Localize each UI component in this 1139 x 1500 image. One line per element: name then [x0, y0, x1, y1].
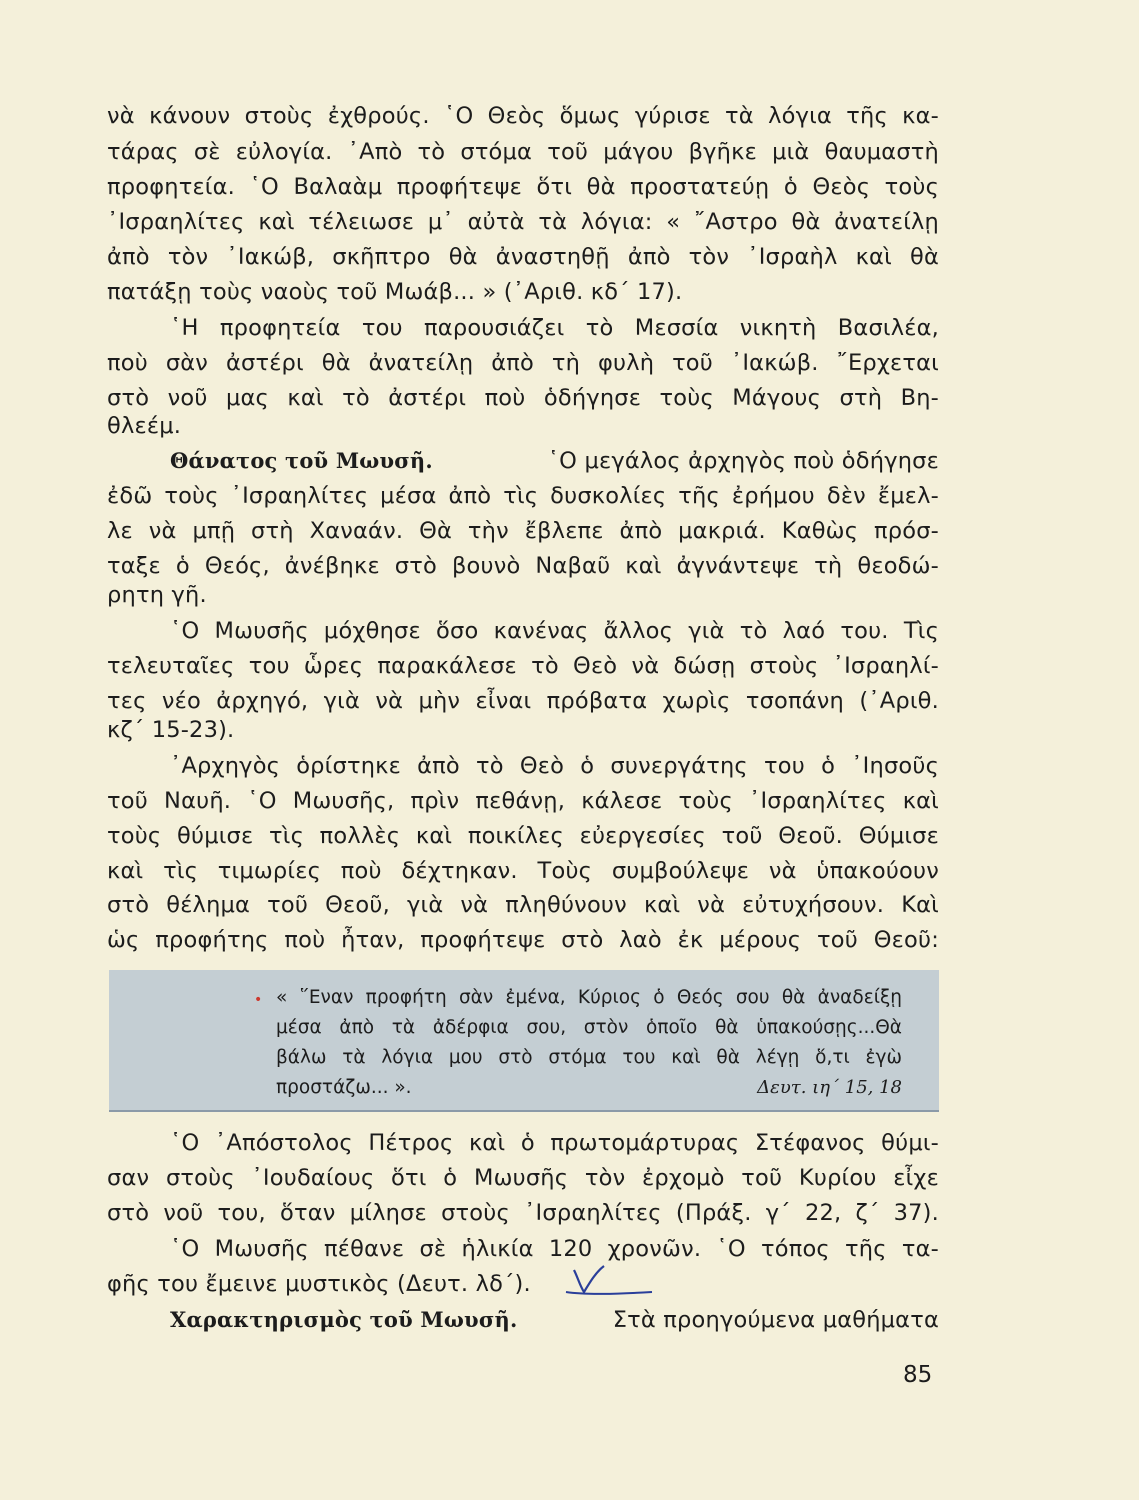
text-line: ᾿Ισραηλίτες καὶ τέλειωσε μ᾿ αὐτὰ τὰ λόγια: « ῎Αστρο θὰ ἀνατείλῃ	[107, 209, 939, 235]
text-line: ποὺ σὰν ἀστέρι θὰ ἀνατείλῃ ἀπὸ τὴ φυλὴ τοῦ ᾿Ιακώβ. ῎Ερχεται	[107, 350, 939, 376]
pen-checkmark-icon	[556, 1262, 656, 1302]
quote-line: βάλω τὰ λόγια μου στὸ στόμα του καὶ θὰ λέγῃ ὅ,τι ἐγὼ	[276, 1047, 902, 1068]
text-line: ῾Ο Μωυσῆς πέθανε σὲ ἡλικία 120 χρονῶν. ῾Ο τόπος τῆς τα-	[170, 1236, 939, 1262]
quote-line	[276, 1075, 902, 1101]
text-line: κζ΄ 15-23).	[107, 717, 235, 743]
text-line: θλεέμ.	[107, 413, 182, 439]
text-line	[170, 1305, 939, 1335]
text-line: φῆς του ἔμεινε μυστικὸς (Δευτ. λδ΄).	[107, 1271, 531, 1297]
text-line: νὰ κάνουν στοὺς ἐχθρούς. ῾Ο Θεὸς ὅμως γύρισε τὰ λόγια τῆς κα-	[107, 103, 939, 129]
bullet-icon: •	[254, 992, 263, 1008]
quote-text: προστάζω... ».	[276, 1077, 412, 1098]
text-line: προφητεία. ῾Ο Βαλαὰμ προφήτεψε ὅτι θὰ προστατεύῃ ὁ Θεὸς τοὺς	[107, 174, 939, 200]
section-heading: Θάνατος τοῦ Μωυσῆ.	[170, 448, 433, 473]
text-line: ῾Η προφητεία του παρουσιάζει τὸ Μεσσία νικητὴ Βασιλέα,	[170, 315, 939, 341]
text-line: τελευταῖες του ὧρες παρακάλεσε τὸ Θεὸ νὰ δώσῃ στοὺς ᾿Ισραηλί-	[107, 653, 939, 679]
quote-line: « ῞Εναν προφήτη σὰν ἐμένα, Κύριος ὁ Θεός σου θὰ ἀναδείξῃ	[276, 987, 902, 1008]
section-heading: Χαρακτηρισμὸς τοῦ Μωυσῆ.	[170, 1307, 518, 1332]
text-line: στὸ νοῦ μας καὶ τὸ ἀστέρι ποὺ ὁδήγησε τοὺς Μάγους στὴ Βη-	[107, 385, 939, 411]
text-line: στὸ νοῦ του, ὅταν μίλησε στοὺς ᾿Ισραηλίτες (Πράξ. γ΄ 22, ζ΄ 37).	[107, 1200, 939, 1226]
text-line: ᾿Αρχηγὸς ὁρίστηκε ἀπὸ τὸ Θεὸ ὁ συνεργάτης του ὁ ᾿Ιησοῦς	[170, 753, 939, 779]
text-line: στὸ θέλημα τοῦ Θεοῦ, γιὰ νὰ πληθύνουν καὶ νὰ εὐτυχήσουν. Καὶ	[107, 892, 939, 918]
text-span: ῾Ο μεγάλος ἀρχηγὸς ποὺ ὁδήγησε	[547, 448, 939, 474]
quote-line: μέσα ἀπὸ τὰ ἀδέρφια σου, στὸν ὁποῖο θὰ ὑπακούσῃς...Θὰ	[276, 1017, 902, 1038]
text-span: Στὰ προηγούμενα μαθήματα	[612, 1307, 939, 1333]
text-line: ῾Ο Μωυσῆς μόχθησε ὅσο κανένας ἄλλος γιὰ τὸ λαό του. Τὶς	[170, 618, 939, 644]
text-line: τάρας σὲ εὐλογία. ᾿Απὸ τὸ στόμα τοῦ μάγου βγῆκε μιὰ θαυμαστὴ	[107, 139, 939, 165]
text-line: τοὺς θύμισε τὶς πολλὲς καὶ ποικίλες εὐεργεσίες τοῦ Θεοῦ. Θύμισε	[107, 823, 939, 849]
text-line: ἐδῶ τοὺς ᾿Ισραηλίτες μέσα ἀπὸ τὶς δυσκολίες τῆς ἐρήμου δὲν ἔμελ-	[107, 483, 939, 509]
text-line: ταξε ὁ Θεός, ἀνέβηκε στὸ βουνὸ Ναβαῦ καὶ ἀγνάντεψε τὴ θεοδώ-	[107, 553, 939, 579]
text-line: τοῦ Ναυῆ. ῾Ο Μωυσῆς, πρὶν πεθάνῃ, κάλεσε τοὺς ᾿Ισραηλίτες καὶ	[107, 788, 939, 814]
text-line: πατάξῃ τοὺς ναοὺς τοῦ Μωάβ... » (᾿Αριθ. κδ΄ 17).	[107, 279, 683, 305]
quote-reference: Δευτ. ιη΄ 15, 18	[757, 1077, 902, 1098]
text-line	[170, 446, 939, 476]
text-line: ἀπὸ τὸν ᾿Ιακώβ, σκῆπτρο θὰ ἀναστηθῇ ἀπὸ τὸν ᾿Ισραὴλ καὶ θὰ	[107, 244, 939, 270]
text-line: σαν στοὺς ᾿Ιουδαίους ὅτι ὁ Μωυσῆς τὸν ἐρχομὸ τοῦ Κυρίου εἶχε	[107, 1165, 939, 1191]
text-line: ρητη γῆ.	[107, 582, 207, 608]
text-line: ὡς προφήτης ποὺ ἦταν, προφήτεψε στὸ λαὸ ἐκ μέρους τοῦ Θεοῦ:	[107, 927, 939, 953]
text-line: καὶ τὶς τιμωρίες ποὺ δέχτηκαν. Τοὺς συμβούλεψε νὰ ὑπακούουν	[107, 858, 939, 884]
text-line: λε νὰ μπῇ στὴ Χαναάν. Θὰ τὴν ἔβλεπε ἀπὸ μακριά. Καθὼς πρόσ-	[107, 518, 939, 544]
page-number: 85	[903, 1362, 933, 1388]
text-line: τες νέο ἀρχηγό, γιὰ νὰ μὴν εἶναι πρόβατα χωρὶς τσοπάνη (᾿Αριθ.	[107, 688, 939, 714]
text-line: ῾Ο ᾿Απόστολος Πέτρος καὶ ὁ πρωτομάρτυρας Στέφανος θύμι-	[170, 1130, 939, 1156]
